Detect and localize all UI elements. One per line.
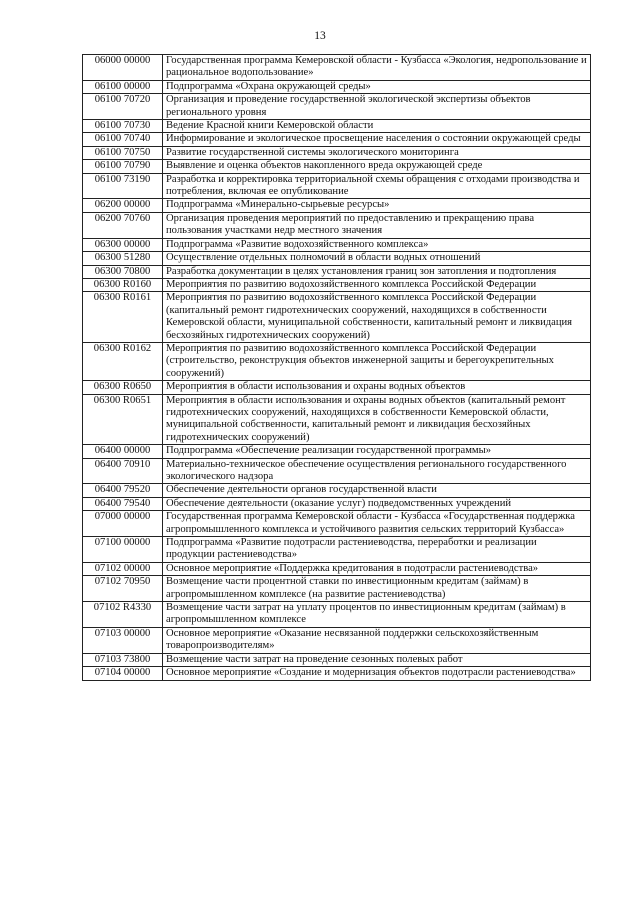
table-row (83, 627, 591, 653)
row-description: Основное мероприятие «Создание и модернизация объектов подотрасли растениеводства» (163, 667, 591, 680)
table-row (83, 160, 591, 173)
row-description: Мероприятия по развитию водохозяйственного комплекса Российской Федерации (163, 278, 591, 291)
row-description: Выявление и оценка объектов накопленного вреда окружающей среде (163, 160, 591, 173)
row-code: 06300 R0162 (83, 342, 163, 380)
row-description: Осуществление отдельных полномочий в области водных отношений (163, 252, 591, 265)
row-code: 06100 00000 (83, 80, 163, 93)
row-code: 06100 70730 (83, 120, 163, 133)
table-row (83, 576, 591, 602)
row-code: 07103 73800 (83, 653, 163, 666)
table-row (83, 292, 591, 343)
row-description: Подпрограмма «Минерально-сырьевые ресурсы» (163, 199, 591, 212)
page-number: 13 (314, 30, 326, 42)
row-code: 06200 00000 (83, 199, 163, 212)
table-row (83, 458, 591, 484)
row-description: Государственная программа Кемеровской области - Кузбасса «Экология, недропользование и рациональное водопользование» (163, 55, 591, 81)
row-code: 06300 R0161 (83, 292, 163, 343)
table-row (83, 252, 591, 265)
row-code: 06400 00000 (83, 445, 163, 458)
row-code: 06400 79520 (83, 484, 163, 497)
row-description: Основное мероприятие «Оказание несвязанной поддержки сельскохозяйственным товаропроизводителям» (163, 627, 591, 653)
row-code: 06200 70760 (83, 212, 163, 238)
table-row (83, 484, 591, 497)
row-description: Разработка документации в целях установления границ зон затопления и подтопления (163, 265, 591, 278)
table-row (83, 562, 591, 575)
row-code: 06100 70720 (83, 94, 163, 120)
table-row (83, 511, 591, 537)
row-description: Мероприятия в области использования и охраны водных объектов (капитальный ремонт гидротехнических сооружений, находящихся в собственности Кемеровской области, муниципальной собственности, капитальный ремонт и ликвидация бесхозяйных гидротехнических сооружений) (163, 394, 591, 445)
row-code: 06100 73190 (83, 173, 163, 199)
row-description: Материально-техническое обеспечение осуществления регионального государственного экологического надзора (163, 458, 591, 484)
table-row (83, 265, 591, 278)
row-code: 06100 70740 (83, 133, 163, 146)
row-description: Обеспечение деятельности органов государственной власти (163, 484, 591, 497)
row-description: Организация проведения мероприятий по предоставлению и прекращению права пользования участками недр местного значения (163, 212, 591, 238)
row-description: Мероприятия в области использования и охраны водных объектов (163, 381, 591, 394)
row-code: 06100 70750 (83, 146, 163, 159)
row-code: 07100 00000 (83, 537, 163, 563)
table-row (83, 80, 591, 93)
table-row (83, 278, 591, 291)
row-description: Подпрограмма «Обеспечение реализации государственной программы» (163, 445, 591, 458)
row-description: Подпрограмма «Развитие подотрасли растениеводства, переработки и реализации продукции растениеводства» (163, 537, 591, 563)
table-row (83, 199, 591, 212)
row-description: Основное мероприятие «Поддержка кредитования в подотрасли растениеводства» (163, 562, 591, 575)
row-description: Подпрограмма «Развитие водохозяйственного комплекса» (163, 238, 591, 251)
row-code: 07102 70950 (83, 576, 163, 602)
table-row (83, 381, 591, 394)
table-row (83, 146, 591, 159)
row-description: Подпрограмма «Охрана окружающей среды» (163, 80, 591, 93)
table-row (83, 173, 591, 199)
row-code: 06400 70910 (83, 458, 163, 484)
row-description: Мероприятия по развитию водохозяйственного комплекса Российской Федерации (капитальный ремонт гидротехнических сооружений, находящихся в собственности Кемеровской области, муниципальной собственности, капитальный ремонт и ликвидация бесхозяйных гидротехнических сооружений) (163, 292, 591, 343)
table-row (83, 394, 591, 445)
row-description: Информирование и экологическое просвещение населения о состоянии окружающей среды (163, 133, 591, 146)
row-code: 07103 00000 (83, 627, 163, 653)
row-code: 06300 00000 (83, 238, 163, 251)
table-row (83, 497, 591, 510)
table-row (83, 667, 591, 680)
row-code: 06100 70790 (83, 160, 163, 173)
table-row (83, 94, 591, 120)
row-code: 07104 00000 (83, 667, 163, 680)
row-code: 06000 00000 (83, 55, 163, 81)
row-code: 06300 70800 (83, 265, 163, 278)
budget-classification-table (82, 54, 591, 681)
row-description: Обеспечение деятельности (оказание услуг) подведомственных учреждений (163, 497, 591, 510)
row-code: 07102 R4330 (83, 602, 163, 628)
row-description: Разработка и корректировка территориальной схемы обращения с отходами производства и потребления, включая ее опубликование (163, 173, 591, 199)
row-code: 07000 00000 (83, 511, 163, 537)
table-row (83, 212, 591, 238)
row-code: 06300 R0651 (83, 394, 163, 445)
row-description: Развитие государственной системы экологического мониторинга (163, 146, 591, 159)
row-code: 06300 R0650 (83, 381, 163, 394)
row-code: 06400 79540 (83, 497, 163, 510)
row-description: Организация и проведение государственной экологической экспертизы объектов регионального уровня (163, 94, 591, 120)
table-row (83, 602, 591, 628)
table-row (83, 238, 591, 251)
row-code: 06300 51280 (83, 252, 163, 265)
row-description: Возмещение части затрат на уплату процентов по инвестиционным кредитам (займам) в агропромышленном комплексе (163, 602, 591, 628)
row-description: Возмещение части процентной ставки по инвестиционным кредитам (займам) в агропромышленном комплексе (на развитие растениеводства) (163, 576, 591, 602)
table-row (83, 445, 591, 458)
table-row (83, 537, 591, 563)
table-row (83, 120, 591, 133)
row-code: 06300 R0160 (83, 278, 163, 291)
table-row (83, 653, 591, 666)
row-code: 07102 00000 (83, 562, 163, 575)
row-description: Возмещение части затрат на проведение сезонных полевых работ (163, 653, 591, 666)
row-description: Ведение Красной книги Кемеровской области (163, 120, 591, 133)
table-row (83, 342, 591, 380)
row-description: Мероприятия по развитию водохозяйственного комплекса Российской Федерации (строительство, реконструкция объектов инженерной защиты и берегоукрепительных сооружений) (163, 342, 591, 380)
row-description: Государственная программа Кемеровской области - Кузбасса «Государственная поддержка агропромышленного комплекса и устойчивого развития сельских территорий Кузбасса» (163, 511, 591, 537)
table-row (83, 55, 591, 81)
table-row (83, 133, 591, 146)
